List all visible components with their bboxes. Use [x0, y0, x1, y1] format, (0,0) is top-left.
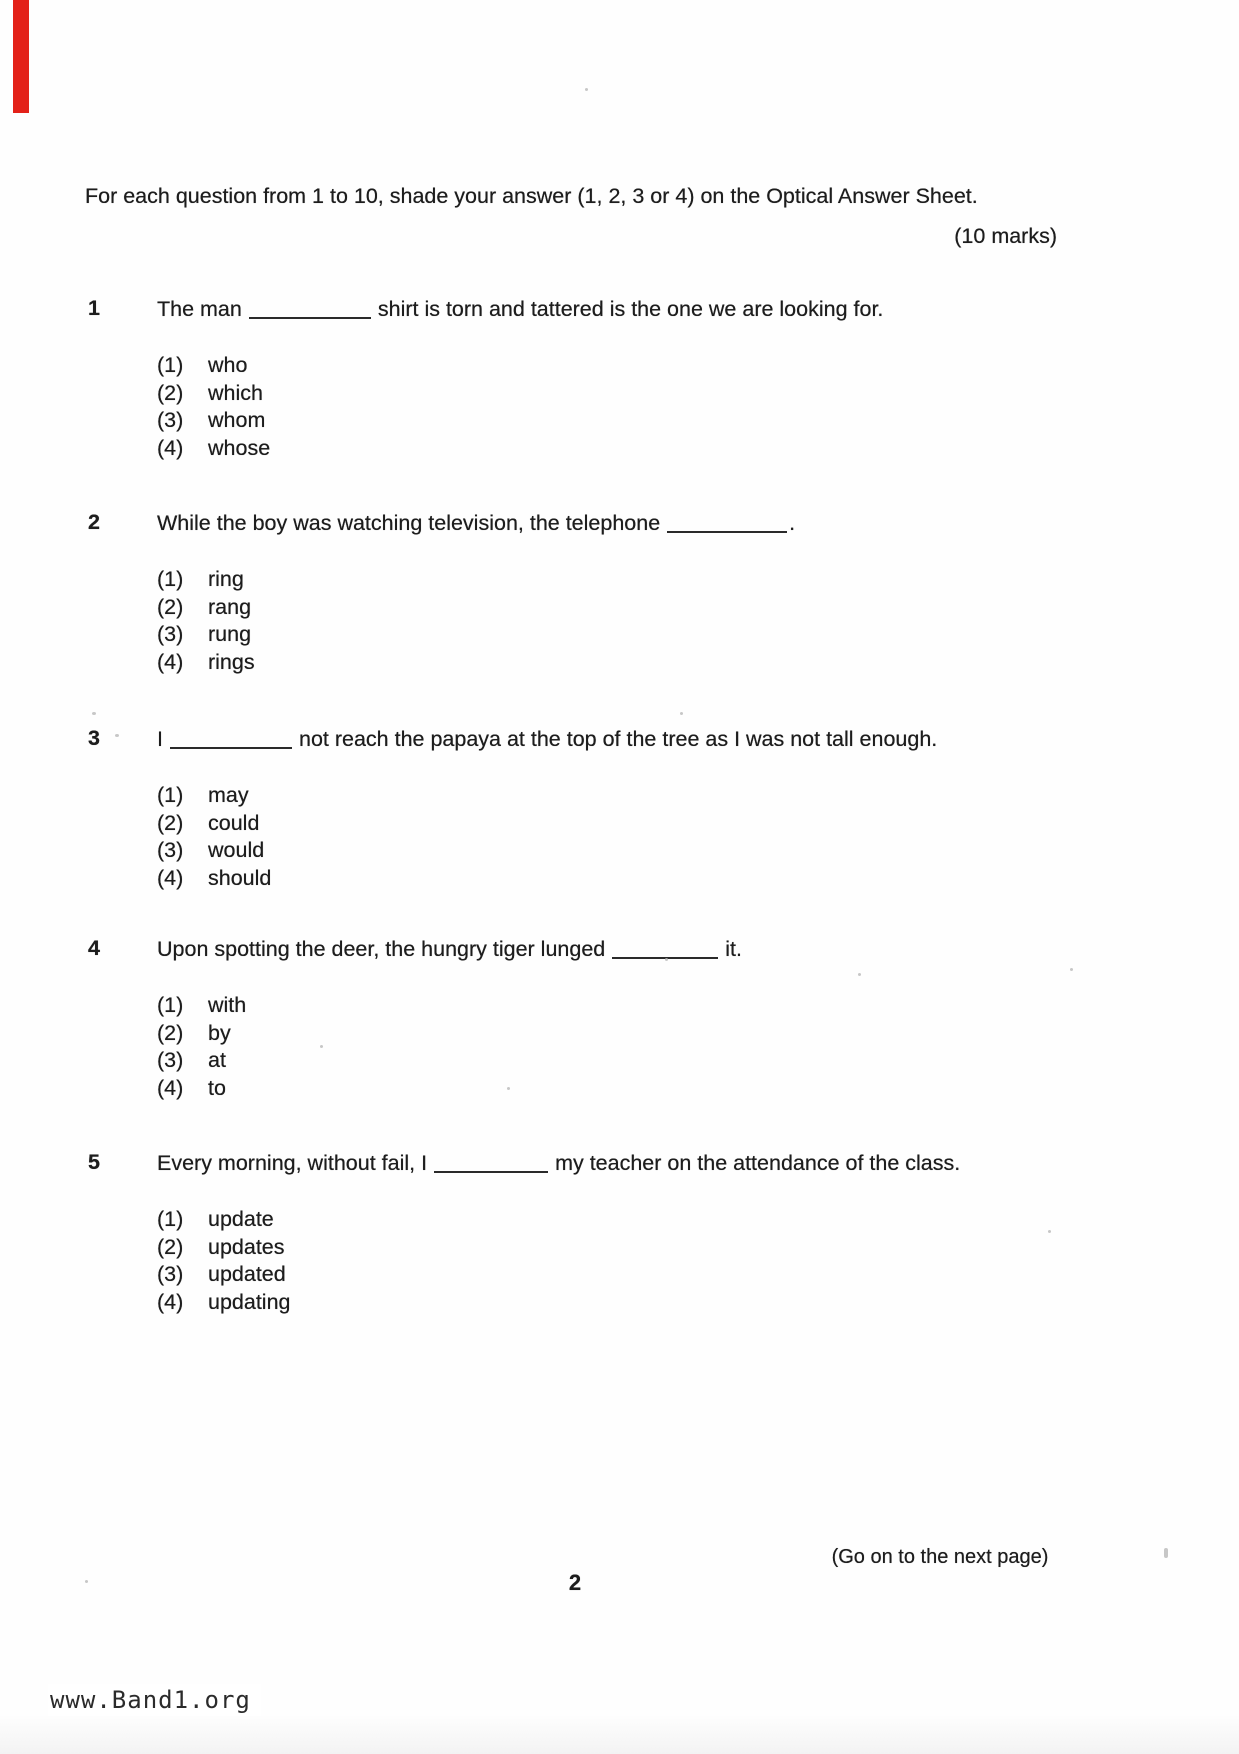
option-label: (1)	[157, 353, 184, 377]
stem-post: shirt is torn and tattered is the one we are looking for.	[377, 297, 884, 321]
option-text: at	[208, 1048, 226, 1072]
question-stem	[157, 726, 1157, 752]
option-text: who	[208, 353, 248, 377]
option-row	[157, 1047, 1157, 1075]
question-number: 5	[88, 1150, 100, 1174]
scan-speck	[92, 712, 96, 715]
question-number: 3	[88, 726, 100, 750]
watermark-url: www.Band1.org	[48, 1684, 261, 1716]
option-row	[157, 380, 1157, 408]
scan-speck	[507, 1087, 510, 1090]
option-label: (1)	[157, 993, 184, 1017]
option-text: ring	[208, 567, 244, 591]
stem-blank	[667, 515, 787, 533]
options-list	[157, 352, 1157, 462]
stem-post: my teacher on the attendance of the class.	[555, 1151, 961, 1175]
scan-speck	[585, 88, 588, 91]
option-row	[157, 621, 1157, 649]
option-row	[157, 594, 1157, 622]
option-label: (3)	[157, 1262, 184, 1286]
continuation-note: (Go on to the next page)	[831, 1546, 1049, 1568]
options-list	[157, 992, 1157, 1102]
option-label: (4)	[157, 1289, 184, 1314]
option-row	[157, 649, 1157, 677]
question-number: 1	[88, 296, 100, 320]
option-label: (2)	[157, 1234, 184, 1259]
option-row	[157, 435, 1157, 463]
option-label: (4)	[157, 649, 184, 674]
option-row	[157, 810, 1157, 838]
scan-speck	[858, 973, 861, 976]
option-label: (2)	[157, 1020, 184, 1045]
option-text: rings	[208, 649, 255, 674]
stem-blank	[249, 301, 371, 319]
option-text: should	[208, 865, 272, 890]
option-label: (4)	[157, 1075, 184, 1100]
option-label: (1)	[157, 783, 184, 807]
option-label: (1)	[157, 1207, 184, 1231]
option-text: may	[208, 783, 249, 807]
option-row	[157, 407, 1157, 435]
option-label: (4)	[157, 435, 184, 460]
option-text: could	[208, 810, 260, 835]
option-row	[157, 1206, 1157, 1234]
stem-pre: Every morning, without fail, I	[157, 1151, 428, 1175]
option-text: to	[208, 1075, 226, 1100]
option-row	[157, 782, 1157, 810]
option-text: rung	[208, 622, 252, 646]
scan-speck	[1048, 1230, 1051, 1233]
option-row	[157, 1234, 1157, 1262]
option-text: update	[208, 1207, 274, 1231]
stem-pre: While the boy was watching television, the telephone	[157, 511, 661, 535]
option-row	[157, 1020, 1157, 1048]
option-label: (3)	[157, 1048, 184, 1072]
option-row	[157, 1075, 1157, 1103]
question-number: 4	[88, 936, 100, 960]
question-stem	[157, 510, 1157, 536]
options-list	[157, 566, 1157, 676]
stem-post: not reach the papaya at the top of the tree as I was not tall enough.	[298, 727, 938, 751]
option-text: rang	[208, 594, 252, 619]
option-text: updates	[208, 1234, 285, 1259]
stem-blank	[434, 1155, 548, 1173]
option-label: (4)	[157, 865, 184, 890]
question-stem	[157, 936, 1157, 962]
question-number: 2	[88, 510, 100, 534]
option-label: (2)	[157, 380, 184, 405]
scan-speck	[320, 1045, 323, 1048]
question-stem	[157, 296, 1157, 322]
scan-speck	[1164, 1548, 1168, 1558]
option-row	[157, 566, 1157, 594]
option-label: (1)	[157, 567, 184, 591]
page-number: 2	[568, 1570, 582, 1595]
option-text: which	[208, 380, 263, 405]
instruction-text: For each question from 1 to 10, shade your answer (1, 2, 3 or 4) on the Optical Answer Sheet.	[85, 184, 978, 208]
option-label: (3)	[157, 838, 184, 862]
option-text: whose	[208, 435, 271, 460]
stem-post: it.	[725, 937, 742, 961]
options-list	[157, 1206, 1157, 1316]
scan-speck	[1070, 968, 1073, 971]
stem-pre: The man	[157, 297, 242, 321]
option-text: whom	[208, 408, 266, 432]
option-row	[157, 865, 1157, 893]
option-row	[157, 1261, 1157, 1289]
option-row	[157, 992, 1157, 1020]
option-text: with	[208, 993, 247, 1017]
option-label: (2)	[157, 594, 184, 619]
marks-label: (10 marks)	[954, 224, 1057, 248]
option-text: by	[208, 1020, 231, 1045]
option-label: (2)	[157, 810, 184, 835]
scan-speck	[680, 712, 683, 715]
option-row	[157, 352, 1157, 380]
option-row	[157, 1289, 1157, 1317]
option-label: (3)	[157, 622, 184, 646]
scan-speck	[115, 734, 119, 737]
scan-speck	[665, 958, 668, 961]
options-list	[157, 782, 1157, 892]
stem-pre: I	[157, 727, 163, 751]
question-stem	[157, 1150, 1157, 1176]
stem-pre: Upon spotting the deer, the hungry tiger lunged	[157, 937, 606, 961]
scan-speck	[85, 1580, 88, 1583]
stem-blank	[170, 731, 292, 749]
option-text: would	[208, 838, 265, 862]
option-text: updated	[208, 1262, 286, 1286]
stem-post: .	[789, 511, 796, 535]
option-text: updating	[208, 1289, 291, 1314]
option-label: (3)	[157, 408, 184, 432]
option-row	[157, 837, 1157, 865]
scan-shading	[0, 1714, 1239, 1754]
stem-blank	[612, 941, 718, 959]
